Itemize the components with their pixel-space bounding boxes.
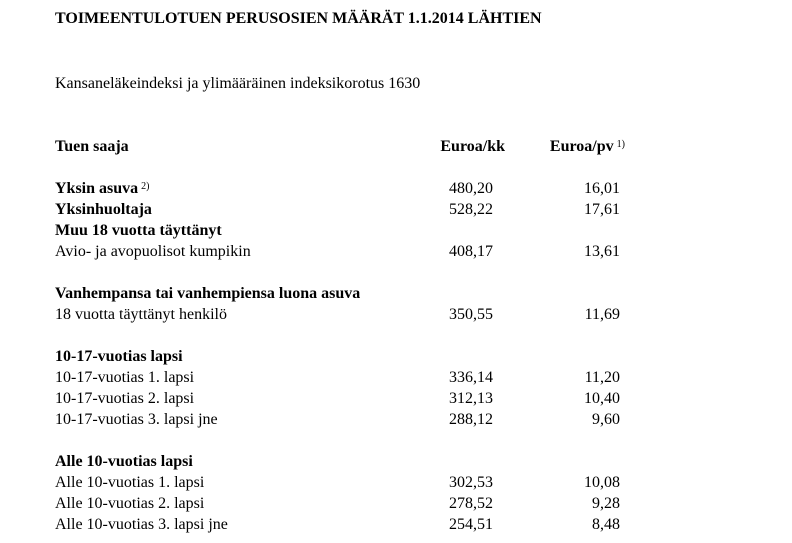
table-row [55, 199, 655, 220]
row-label: 10-17-vuotias 3. lapsi jne [55, 411, 218, 428]
row-per-day: 10,08 [584, 474, 620, 491]
row-per-day: 16,01 [584, 180, 620, 197]
row-per-month: 302,53 [449, 474, 493, 491]
row-per-month: 312,13 [449, 390, 493, 407]
row-per-day: 13,61 [584, 243, 620, 260]
table-row [55, 409, 655, 430]
row-per-month: 278,52 [449, 495, 493, 512]
row-label: Alle 10-vuotias 3. lapsi jne [55, 516, 228, 533]
row-per-month: 254,51 [449, 516, 493, 533]
row-label: Avio- ja avopuolisot kumpikin [55, 243, 251, 260]
header-recipient: Tuen saaja [55, 138, 129, 155]
table-row [55, 493, 655, 514]
row-per-month: 480,20 [449, 180, 493, 197]
row-per-month: 288,12 [449, 411, 493, 428]
header-per-month: Euroa/kk [440, 138, 505, 155]
document-subtitle: Kansaneläkeindeksi ja ylimääräinen indeksikorotus 1630 [55, 75, 421, 92]
row-label: Vanhempansa tai vanhempiensa luona asuva [55, 285, 361, 302]
header-per-day: Euroa/pv $^{1)}$ [549, 138, 625, 155]
row-label: 10-17-vuotias 1. lapsi [55, 369, 195, 386]
table-row-section [55, 346, 655, 367]
table-header [55, 136, 655, 157]
row-per-day: 9,60 [592, 411, 620, 428]
row-per-month: 350,55 [449, 306, 493, 323]
row-label: 18 vuotta täyttänyt henkilö [55, 306, 227, 323]
row-per-day: 11,69 [584, 306, 620, 323]
row-label: 10-17-vuotias 2. lapsi [55, 390, 195, 407]
row-label: Alle 10-vuotias lapsi [55, 453, 193, 470]
row-label: Alle 10-vuotias 2. lapsi [55, 495, 205, 512]
table-row [55, 514, 655, 535]
row-label: 10-17-vuotias lapsi [55, 348, 183, 365]
table-row [55, 367, 655, 388]
table-row-section [55, 451, 655, 472]
row-label: Yksin asuva [55, 180, 139, 197]
row-label: Alle 10-vuotias 1. lapsi [55, 474, 205, 491]
table-row [55, 388, 655, 409]
row-per-day: 8,48 [592, 516, 620, 533]
row-per-month: 408,17 [449, 243, 493, 260]
row-label: Yksinhuoltaja [55, 201, 152, 218]
footnote-2: 2) [141, 181, 150, 192]
footnote-1: 1) [616, 139, 625, 150]
row-per-day: 10,40 [584, 390, 620, 407]
table-row-section [55, 220, 655, 241]
row-per-month: 528,22 [449, 201, 493, 218]
row-per-month: 336,14 [449, 369, 493, 386]
row-per-day: 17,61 [584, 201, 620, 218]
table-row [55, 304, 655, 325]
table-row [55, 178, 655, 199]
row-label: Muu 18 vuotta täyttänyt [55, 222, 222, 239]
table-row [55, 472, 655, 493]
row-per-day: 11,20 [584, 369, 620, 386]
document-title: TOIMEENTULOTUEN PERUSOSIEN MÄÄRÄT 1.1.2014 LÄHTIEN [55, 10, 542, 27]
row-per-day: 9,28 [592, 495, 620, 512]
table-row-section [55, 283, 655, 304]
table-row [55, 241, 655, 262]
